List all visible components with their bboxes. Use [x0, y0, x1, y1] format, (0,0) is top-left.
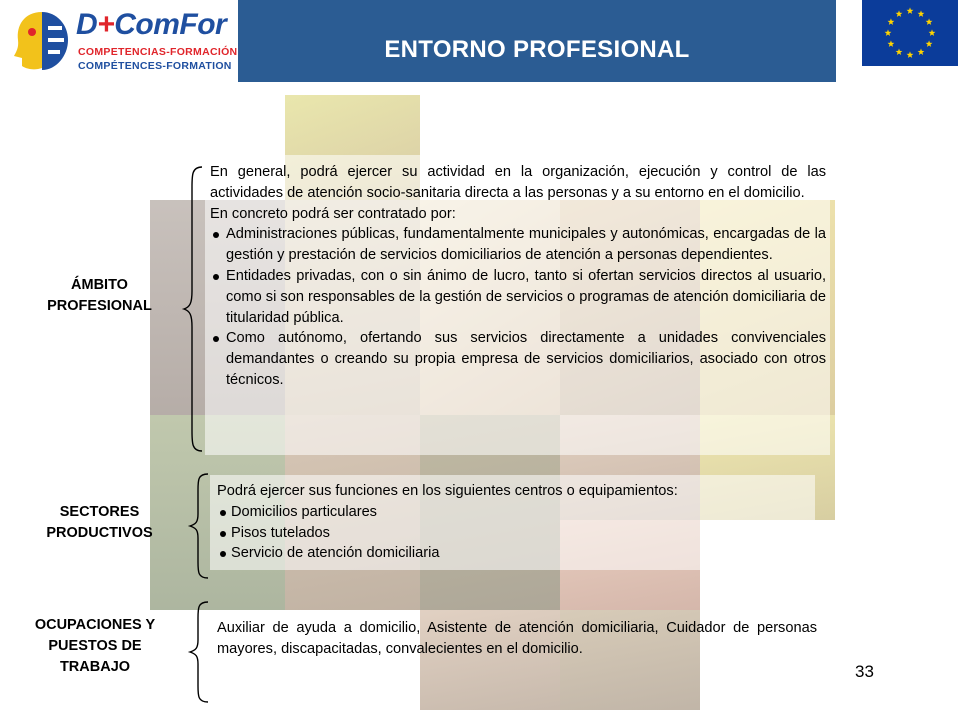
- title-bar: [238, 0, 836, 82]
- sectores-intro: Podrá ejercer sus funciones en los siguientes centros o equipamientos:: [217, 483, 678, 499]
- ambito-label: ÁMBITO PROFESIONAL: [47, 277, 152, 314]
- ambito-intro: En general, podrá ejercer su actividad en la organización, ejecución y control de las actividades de atención socio-sanitaria directa a las personas y a su entorno en el domicilio.: [210, 164, 826, 201]
- ambito-concrete: En concreto podrá ser contratado por:: [210, 205, 456, 222]
- eu-flag-icon: [862, 0, 958, 66]
- ocupaciones-brace: [186, 600, 210, 704]
- ocupaciones-paragraph: Auxiliar de ayuda a domicilio, Asistente de atención domiciliaria, Cuidador de personas mayores, discapacitadas, convalecientes en el domicilio.: [217, 620, 817, 657]
- page-number: 33: [855, 662, 874, 681]
- sectores-label: SECTORES PRODUCTIVOS: [46, 504, 153, 541]
- face-profile-icon: [12, 10, 70, 72]
- ocupaciones-label: OCUPACIONES Y PUESTOS DE TRABAJO: [34, 617, 156, 675]
- ambito-bullet: Como autónomo, ofertando sus servicios directamente a unidades convivenciales demandantes o creando su propia empresa de servicios domiciliarios, asociado con otros técnicos.: [210, 328, 826, 390]
- logo-title: D+ComFor: [76, 8, 227, 41]
- ambito-brace: [180, 165, 204, 453]
- logo-subtitle-es: COMPETENCIAS-FORMACIÓN: [78, 46, 238, 58]
- ambito-bullet: Entidades privadas, con o sin ánimo de lucro, tanto si ofertan servicios directos al usuario, como si son responsables de la gestión de servicios o programas de atención domiciliaria de titularidad pública.: [210, 266, 826, 328]
- ambito-text: [210, 162, 826, 391]
- ambito-bullet: Administraciones públicas, fundamentalmente municipales y autonómicas, encargadas de la gestión y prestación de servicios domiciliarios de atención a personas dependientes.: [210, 224, 826, 266]
- sectores-bullet: Pisos tutelados: [217, 523, 817, 544]
- sectores-brace: [186, 472, 210, 580]
- sectores-bullet: Domicilios particulares: [217, 502, 817, 523]
- dcomfor-logo: [8, 6, 240, 76]
- logo-subtitle-fr: COMPÉTENCES-FORMATION: [78, 60, 232, 72]
- page-title: ENTORNO PROFESIONAL: [384, 36, 690, 63]
- sectores-bullet: Servicio de atención domiciliaria: [217, 543, 817, 564]
- ocupaciones-text: [217, 618, 817, 660]
- sectores-text: [217, 481, 817, 564]
